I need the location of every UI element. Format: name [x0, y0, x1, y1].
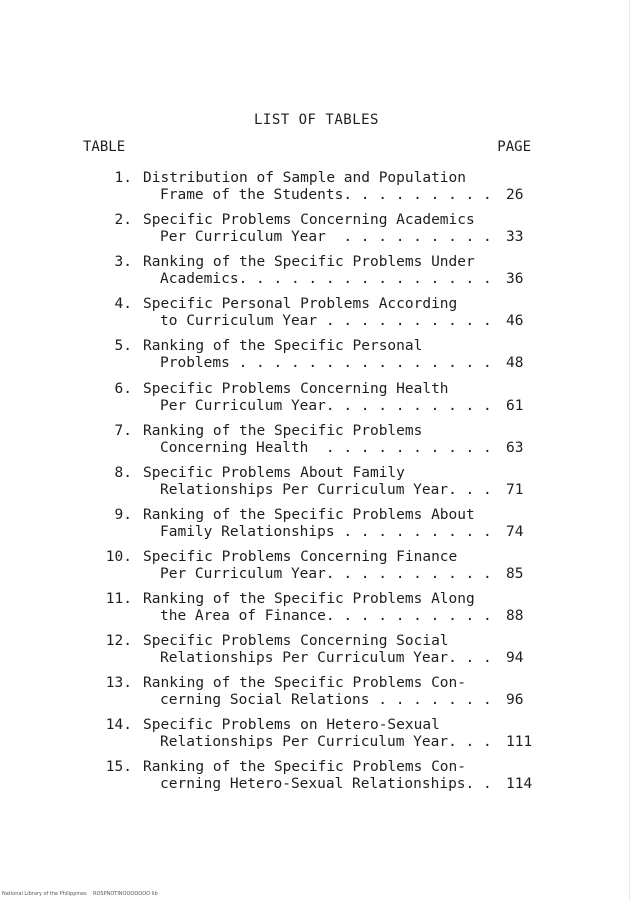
- table-title-line2: Relationships Per Curriculum Year. . .: [160, 650, 492, 667]
- page-number: 46: [506, 313, 524, 330]
- list-item: [0, 212, 633, 256]
- list-item: [0, 591, 633, 635]
- table-title-line1: Specific Problems on Hetero-Sexual: [143, 717, 440, 734]
- list-item: [0, 717, 633, 761]
- table-title-line1: Specific Problems Concerning Social: [143, 633, 449, 650]
- table-title-line1: Ranking of the Specific Problems Con-: [143, 759, 467, 776]
- table-title-line2: Per Curriculum Year . . . . . . . . .: [160, 229, 492, 246]
- page-number: 26: [506, 187, 524, 203]
- table-title-line1: Specific Problems Concerning Academics: [143, 212, 475, 229]
- page-column-header: PAGE: [497, 139, 531, 155]
- table-title-line2: Academics. . . . . . . . . . . . . . .: [160, 271, 492, 288]
- page-number: 61: [506, 397, 524, 414]
- page-number: 33: [506, 229, 524, 246]
- table-title-line1: Specific Problems Concerning Health: [143, 380, 449, 397]
- table-number: 1.: [114, 170, 132, 186]
- table-title-line2: Problems . . . . . . . . . . . . . . .: [160, 355, 492, 372]
- table-title-line2: Relationships Per Curriculum Year. . .: [160, 481, 492, 498]
- list-item: [0, 675, 633, 719]
- page-number: 74: [506, 523, 524, 540]
- table-number: 7.: [114, 422, 132, 439]
- table-number: 12.: [105, 633, 132, 650]
- table-number: 14.: [105, 717, 132, 734]
- table-title-line2: Concerning Health . . . . . . . . . .: [160, 439, 492, 456]
- page-number: 111: [506, 734, 533, 751]
- table-title-line2: Relationships Per Curriculum Year. . .: [160, 734, 492, 751]
- scan-footer: National Library of the Philippines ROSPNOTINOOOOOOO lib: [2, 891, 158, 897]
- page-edge: [629, 0, 630, 900]
- table-number: 10.: [105, 548, 132, 565]
- list-item: [0, 759, 633, 803]
- list-item: [0, 549, 633, 593]
- table-number: 3.: [114, 254, 132, 271]
- table-title-line1: Ranking of the Specific Problems Along: [143, 591, 475, 607]
- table-title-line2: Per Curriculum Year. . . . . . . . . .: [160, 565, 492, 582]
- table-number: 11.: [105, 591, 132, 607]
- table-title-line2: Frame of the Students. . . . . . . . .: [160, 187, 492, 203]
- table-title-line2: Family Relationships . . . . . . . . .: [160, 523, 492, 540]
- table-title-line1: Specific Problems About Family: [143, 464, 405, 481]
- table-column-header: TABLE: [83, 139, 126, 155]
- table-number: 4.: [114, 296, 132, 313]
- table-title-line2: cerning Social Relations . . . . . . .: [160, 692, 492, 709]
- page-title: LIST OF TABLES: [253, 112, 379, 128]
- table-title-line1: Ranking of the Specific Problems About: [143, 506, 475, 523]
- table-title-line1: Ranking of the Specific Problems Under: [143, 254, 475, 271]
- table-number: 13.: [105, 675, 132, 692]
- page-number: 48: [506, 355, 524, 372]
- table-title-line2: Per Curriculum Year. . . . . . . . . .: [160, 397, 492, 414]
- table-number: 6.: [114, 380, 132, 397]
- table-title-line1: Specific Problems Concerning Finance: [143, 548, 458, 565]
- list-item: [0, 381, 633, 425]
- table-title-line1: Ranking of the Specific Problems: [143, 422, 423, 439]
- table-title-line2: cerning Hetero-Sexual Relationships. .: [160, 776, 492, 793]
- table-number: 8.: [114, 464, 132, 481]
- page-number: 71: [506, 481, 524, 498]
- table-number: 15.: [105, 759, 132, 776]
- table-title-line1: Distribution of Sample and Population: [143, 170, 467, 186]
- page-number: 94: [506, 650, 524, 667]
- table-title-line1: Ranking of the Specific Problems Con-: [143, 675, 467, 692]
- list-item: [0, 254, 633, 298]
- page-number: 85: [506, 565, 524, 582]
- table-title-line2: to Curriculum Year . . . . . . . . . .: [160, 313, 492, 330]
- list-item: [0, 338, 633, 382]
- table-number: 2.: [114, 212, 132, 229]
- list-item: [0, 170, 633, 214]
- page-number: 63: [506, 439, 524, 456]
- page-number: 36: [506, 271, 524, 288]
- table-title-line1: Ranking of the Specific Personal: [143, 338, 423, 355]
- page-number: 88: [506, 608, 524, 624]
- table-number: 9.: [114, 506, 132, 523]
- page-number: 114: [506, 776, 533, 793]
- list-item: [0, 633, 633, 677]
- list-item: [0, 507, 633, 551]
- table-title-line2: the Area of Finance. . . . . . . . . .: [160, 608, 492, 624]
- list-item: [0, 465, 633, 509]
- page-number: 96: [506, 692, 524, 709]
- table-title-line1: Specific Personal Problems According: [143, 296, 458, 313]
- list-item: [0, 423, 633, 467]
- list-item: [0, 296, 633, 340]
- table-number: 5.: [114, 338, 132, 355]
